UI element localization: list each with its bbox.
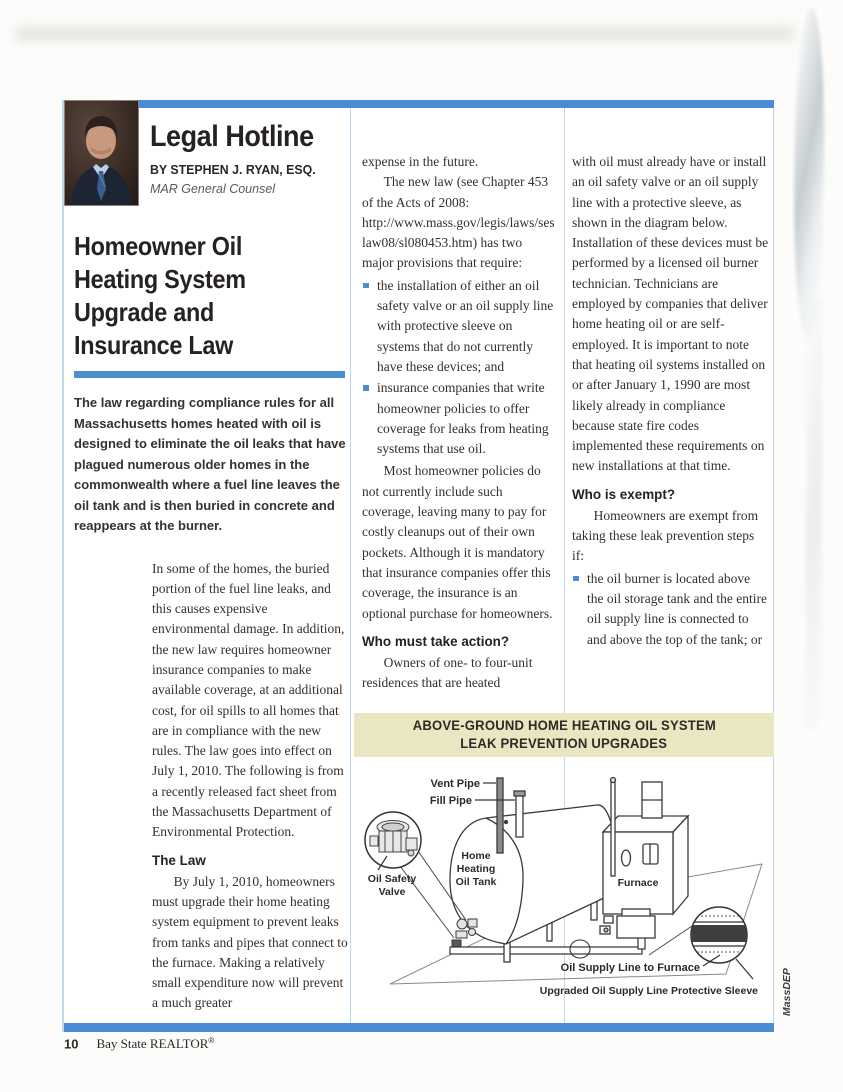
list-item: the oil burner is located above the oil storage tank and the entire oil supply line is connected to and above the top of the tank; or — [572, 569, 769, 650]
bullet-list — [572, 569, 769, 650]
vent-pipe — [497, 778, 503, 853]
fill-pipe — [516, 795, 523, 837]
paragraph: with oil must already have or install an oil safety valve or an oil supply line with a protective sleeve, as shown in the diagram below. Installation of these devices must be performed by a licensed oil burner technician. Technicians are employed by companies that deliver home heating oil or are self-employed. It is important to note that heating oil systems installed on or after January 1, 1990 are most likely already in compliance because state fire codes implemented these requirements on new installations at that time. — [572, 154, 769, 474]
headline-rule — [74, 371, 345, 378]
paragraph: expense in the future. — [362, 154, 479, 169]
torn-paper-edge — [791, 8, 828, 339]
diagram-banner — [354, 713, 774, 757]
section-heading-the-law: The Law — [152, 851, 206, 868]
list-item: insurance companies that write homeowner policies to offer coverage for leaks from heating systems that use oil. — [362, 378, 555, 459]
supply-line-label: Oil Supply Line to Furnace — [560, 962, 700, 974]
furnace — [600, 778, 688, 939]
byline: BY STEPHEN J. RYAN, ESQ. — [150, 162, 316, 177]
banner-title-line-1: ABOVE-GROUND HOME HEATING OIL SYSTEM — [412, 718, 716, 733]
author-headshot — [64, 100, 139, 206]
sleeve-label: Upgraded Oil Supply Line Protective Sleeve — [539, 985, 758, 997]
svg-text:Home: Home — [461, 850, 491, 862]
magazine-name: Bay State REALTOR — [96, 1036, 209, 1052]
top-accent-bar — [64, 100, 774, 108]
section-title: Legal Hotline — [150, 120, 314, 153]
torn-paper-edge-lower — [806, 300, 822, 730]
page-footer — [64, 1036, 214, 1052]
tank-label — [456, 850, 497, 888]
article-intro: The law regarding compliance rules for all Massachusetts homes heated with oil is designed to eliminate the oil leaks that have plagued numerous older homes in the commonwealth where a fuel line leaves the oil tank and is then buried in concrete and reappears at the burner. — [74, 395, 346, 533]
vent-pipe-label: Vent Pipe — [430, 778, 480, 790]
list-item: the installation of either an oil safety valve or an oil supply line with protective sleeve on systems that do not currently have these devices; and — [362, 276, 555, 377]
svg-text:Oil Safety: Oil Safety — [367, 873, 417, 885]
paragraph: Most homeowner policies do not currently include such coverage, leaving many to pay for costly cleanups out of their own pockets. Although it is mandatory that insurance companies offer this coverage, the insurance is an optional purchase for homeowners. — [362, 463, 553, 621]
paragraph: In some of the homes, the buried portion of the fuel line leaks, and this causes expensive environmental damage. In addition, the new law requires homeowner insurance companies to make available coverage, at an additional cost, for oil spills to all homes that are in compliance with the new rules. The law goes into effect on July 1, 2010. The following is from a recently released fact sheet from the Massachusetts Department of Environmental Protection. — [152, 560, 345, 840]
column-1-body — [152, 559, 348, 1014]
fill-pipe-label: Fill Pipe — [429, 795, 472, 807]
tank-valve — [456, 919, 477, 938]
massdep-credit: MassDEP — [781, 968, 793, 1016]
svg-text:Oil Tank: Oil Tank — [455, 876, 497, 888]
page-number: 10 — [64, 1036, 79, 1052]
paragraph: Owners of one- to four-unit residences that are heated — [362, 654, 533, 691]
oil-safety-valve-label — [368, 873, 417, 898]
bullet-list — [362, 276, 555, 460]
scan-artifact-band — [16, 26, 794, 41]
article-frame — [62, 100, 793, 1032]
column-3 — [572, 152, 769, 652]
svg-text:Heating: Heating — [456, 863, 496, 875]
section-heading-who-must-take-action: Who must take action? — [362, 632, 510, 649]
svg-text:Valve: Valve — [378, 886, 406, 898]
registered-mark: ® — [208, 1036, 215, 1045]
heating-system-illustration — [354, 758, 774, 1018]
column-divider-1 — [350, 108, 351, 1023]
paragraph: Homeowners are exempt from taking these leak prevention steps if: — [572, 507, 759, 564]
article-headline: Homeowner Oil Heating System Upgrade and Insurance Law — [74, 231, 246, 360]
paragraph: The new law (see Chapter 453 of the Acts of 2008: http://www.mass.gov/legis/laws/seslaw08/sl080453.htm) has two major provisions that require: — [362, 174, 555, 271]
section-heading-who-is-exempt: Who is exempt? — [572, 485, 676, 502]
author-headshot-illustration — [65, 101, 138, 205]
furnace-label: Furnace — [617, 877, 659, 889]
banner-title-line-2: LEAK PREVENTION UPGRADES — [460, 736, 668, 751]
column-2 — [362, 152, 555, 693]
paragraph: By July 1, 2010, homeowners must upgrade their home heating system equipment to prevent leaks from tanks and pipes that connect to the furnace. Making a relatively small expenditure now will prevent a much greater — [152, 873, 348, 1011]
bottom-accent-bar — [64, 1023, 774, 1032]
byline-role: MAR General Counsel — [150, 182, 276, 196]
column-1 — [74, 230, 348, 1014]
heating-system-diagram — [354, 758, 774, 1018]
